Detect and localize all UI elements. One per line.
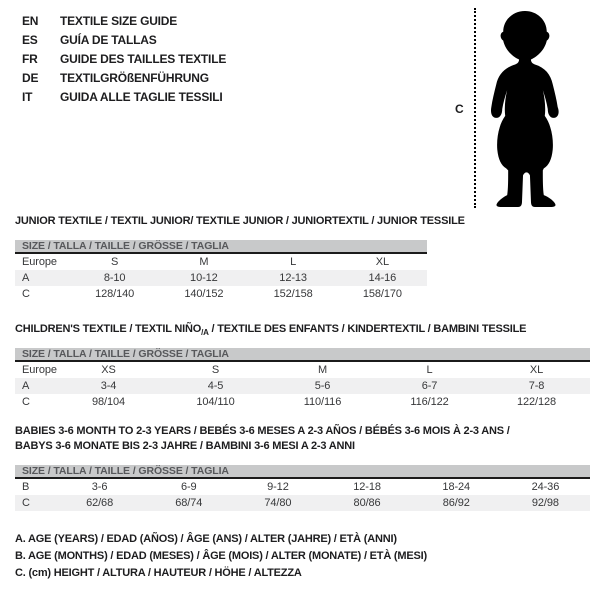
height-cell: 62/68	[86, 497, 114, 509]
table-row	[15, 479, 590, 495]
height-cell: 116/122	[410, 396, 449, 408]
height-cell: 152/158	[273, 288, 313, 300]
size-cell: M	[317, 364, 328, 376]
age-cell: 10-12	[190, 272, 218, 284]
age-cell: 14-16	[368, 272, 397, 284]
size-cell: XL	[375, 256, 389, 268]
babies-section-title	[15, 424, 510, 454]
footnote-a: A. AGE (YEARS) / EDAD (AÑOS) / ÂGE (ANS) / ALTER (JAHRE) / ETÀ (ANNI)	[15, 533, 397, 545]
language-code: ES	[22, 32, 38, 47]
size-header-bar: SIZE / TALLA / TAILLE / GRÖSSE / TAGLIA	[15, 465, 590, 479]
height-measure-dotted-line	[474, 8, 476, 208]
age-cell: 18-24	[442, 481, 471, 493]
footnote-b: B. AGE (MONTHS) / EDAD (MESES) / ÂGE (MOIS) / ALTER (MONATE) / ETÀ (MESI)	[15, 550, 427, 562]
row-label: C	[22, 396, 30, 408]
row-label: C	[22, 497, 30, 509]
age-cell: 7-8	[528, 380, 545, 392]
height-cell: 110/116	[303, 396, 342, 408]
row-label: A	[22, 380, 30, 392]
language-row-es	[22, 30, 226, 49]
row-label: A	[22, 272, 30, 284]
age-cell: 3-4	[100, 380, 117, 392]
age-cell: 12-13	[279, 272, 307, 284]
language-title-list	[22, 11, 226, 106]
language-title: TEXTILGRÖßENFÜHRUNG	[60, 70, 209, 85]
children-size-table	[15, 348, 590, 410]
children-section-title	[15, 322, 526, 340]
row-label: Europe	[22, 364, 57, 376]
row-label: B	[22, 481, 30, 493]
language-row-fr	[22, 49, 226, 68]
table-row	[15, 270, 427, 286]
size-cell: M	[199, 256, 209, 268]
age-cell: 5-6	[314, 380, 331, 392]
language-title: GUIDE DES TAILLES TEXTILE	[60, 51, 227, 66]
junior-size-table	[15, 240, 427, 302]
height-cell: 92/98	[531, 497, 559, 509]
height-cell: 158/170	[362, 288, 402, 300]
height-cell: 128/140	[95, 288, 135, 300]
size-cell: L	[290, 256, 297, 268]
children-title-text: / TEXTILE DES ENFANTS / KINDERTEXTIL / BAMBINI TESSILE	[208, 323, 527, 335]
babies-title-line1: BABIES 3-6 MONTH TO 2-3 YEARS / BEBÉS 3-6 MESES A 2-3 AÑOS / BÉBÉS 3-6 MOIS À 2-3 ANS /	[15, 425, 510, 437]
junior-section-title: JUNIOR TEXTILE / TEXTIL JUNIOR/ TEXTILE JUNIOR / JUNIORTEXTIL / JUNIOR TESSILE	[15, 215, 465, 227]
table-row	[15, 495, 590, 511]
size-cell: S	[111, 256, 119, 268]
age-cell: 4-5	[207, 380, 224, 392]
language-row-en	[22, 11, 226, 30]
height-cell: 74/80	[264, 497, 292, 509]
table-row	[15, 394, 590, 410]
children-title-subscript: /A	[201, 328, 209, 338]
size-header-bar: SIZE / TALLA / TAILLE / GRÖSSE / TAGLIA	[15, 348, 590, 362]
size-cell: L	[426, 364, 433, 376]
footnote-c: C. (cm) HEIGHT / ALTURA / HAUTEUR / HÖHE / ALTEZZA	[15, 567, 302, 579]
age-cell: 24-36	[531, 481, 560, 493]
age-cell: 12-18	[353, 481, 381, 493]
language-code: IT	[22, 89, 33, 104]
row-label: Europe	[22, 256, 57, 268]
footnote-legend	[15, 531, 427, 582]
age-cell: 8-10	[103, 272, 126, 284]
table-row	[15, 286, 427, 302]
row-label: C	[22, 288, 30, 300]
age-cell: 6-9	[180, 481, 197, 493]
size-header-bar: SIZE / TALLA / TAILLE / GRÖSSE / TAGLIA	[15, 240, 427, 254]
language-code: DE	[22, 70, 39, 85]
height-measure-label: C	[455, 102, 464, 116]
babies-title-line2: BABYS 3-6 MONATE BIS 2-3 JAHRE / BAMBINI 3-6 MESI A 2-3 ANNI	[15, 440, 355, 452]
size-cell: XL	[529, 364, 544, 376]
height-cell: 98/104	[91, 396, 126, 408]
size-cell: XS	[101, 364, 116, 376]
table-row	[15, 378, 590, 394]
table-row	[15, 254, 427, 270]
babies-size-table	[15, 465, 590, 511]
age-cell: 9-12	[267, 481, 289, 493]
height-cell: 86/92	[442, 497, 470, 509]
age-cell: 6-7	[421, 380, 438, 392]
language-title: TEXTILE SIZE GUIDE	[60, 13, 178, 28]
height-cell: 104/110	[196, 396, 235, 408]
height-cell: 122/128	[516, 396, 557, 408]
language-title: GUIDA ALLE TAGLIE TESSILI	[60, 89, 223, 104]
baby-silhouette-icon	[481, 9, 569, 207]
age-cell: 3-6	[91, 481, 108, 493]
height-cell: 80/86	[353, 497, 381, 509]
height-cell: 68/74	[175, 497, 203, 509]
language-row-it	[22, 87, 226, 106]
language-code: EN	[22, 13, 39, 28]
language-code: FR	[22, 51, 38, 66]
language-row-de	[22, 68, 226, 87]
table-row	[15, 362, 590, 378]
height-cell: 140/152	[184, 288, 224, 300]
children-title-text: CHILDREN'S TEXTILE / TEXTIL NIÑO	[15, 323, 202, 335]
size-cell: S	[211, 364, 220, 376]
language-title: GUÍA DE TALLAS	[60, 32, 157, 47]
